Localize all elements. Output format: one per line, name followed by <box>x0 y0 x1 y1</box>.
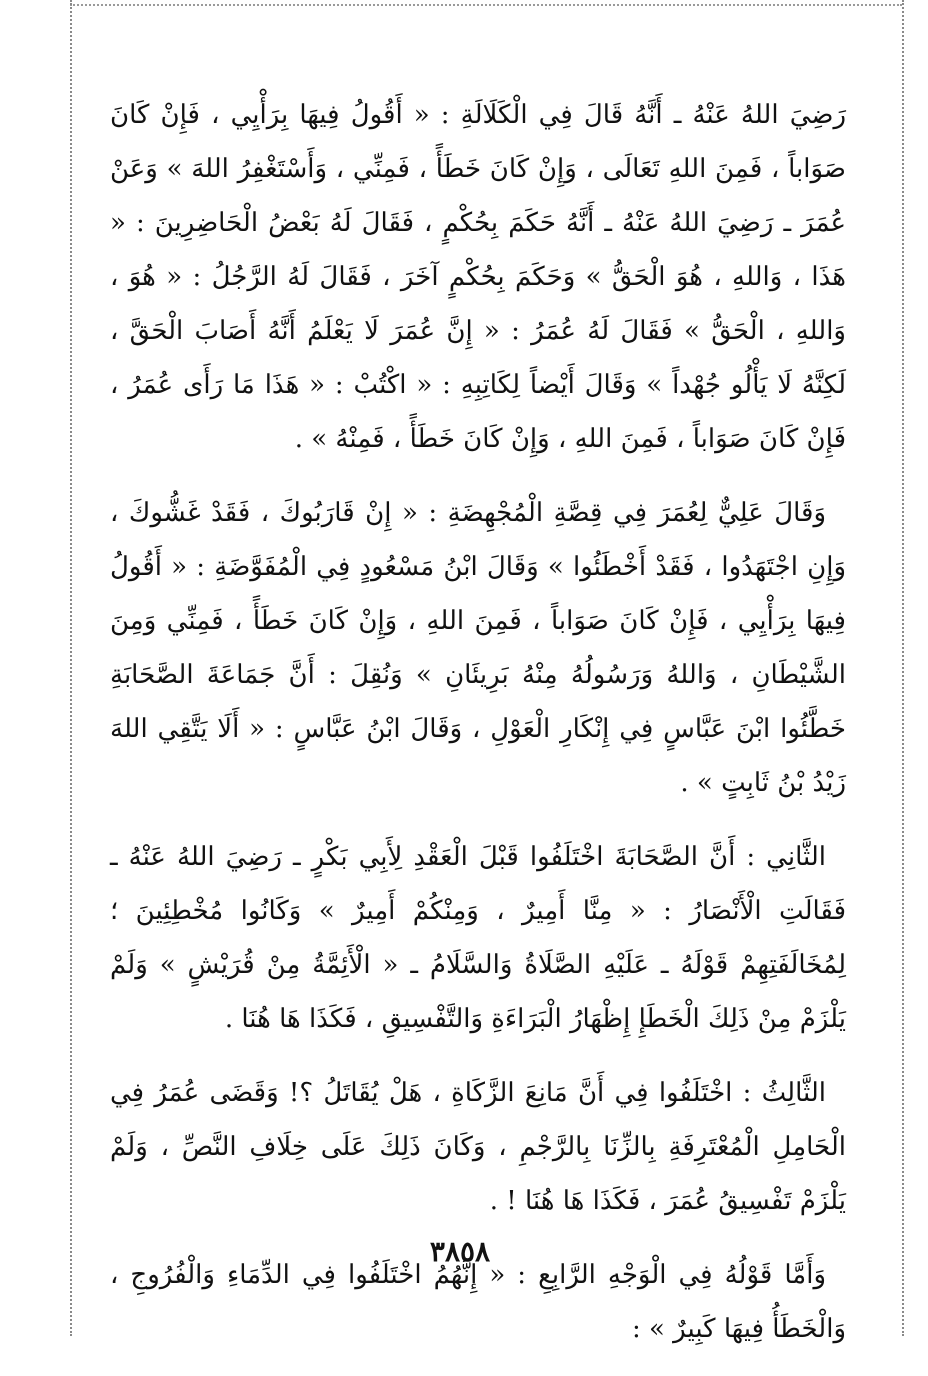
paragraph-5: وَأَمَّا قَوْلُهُ فِي الْوَجْهِ الرَّابِعِ : « إِنَّهُمُ اخْتَلَفُوا فِي الدِّمَاءِ وَالْفُرُوجِ ، وَالْخَطَأُ فِيهَا كَبِيرٌ » : <box>110 1260 846 1344</box>
page-number: ٣٨٥٨ <box>429 1235 491 1268</box>
paragraph-2: وَقَالَ عَلِيٌّ لِعُمَرَ فِي قِصَّةِ الْمُجْهِضَةِ : « إِنْ قَارَبُوكَ ، فَقَدْ غَشُّوكَ ، وَإِنِ اجْتَهَدُوا ، فَقَدْ أَخْطَئُوا » وَقَالَ ابْنُ مَسْعُودٍ فِي الْمُفَوَّضَةِ : « أَقُولُ فِيهَا بِرَأْيِي ، فَإِنْ كَانَ صَوَاباً ، فَمِنَ اللهِ ، وَإِنْ كَانَ خَطَأً ، فَمِنِّي وَمِنَ الشَّيْطَانِ ، وَاللهُ وَرَسُولُهُ مِنْهُ بَرِيئَانِ » وَنُقِلَ : أَنَّ جَمَاعَةَ الصَّحَابَةِ خَطَّئُوا ابْنَ عَبَّاسٍ فِي إِنْكَارِ الْعَوْلِ ، وَقَالَ ابْنُ عَبَّاسٍ : « أَلَا يَتَّقِي اللهَ زَيْدُ بْنُ ثَابِتٍ » . <box>110 498 846 798</box>
right-scan-edge <box>902 0 904 1336</box>
paragraph-3: الثَّانِي : أَنَّ الصَّحَابَةَ اخْتَلَفُوا قَبْلَ الْعَقْدِ لِأَبِي بَكْرٍ ـ رَضِيَ اللهُ عَنْهُ ـ فَقَالَتِ الْأَنْصَارُ : « مِنَّا أَمِيرٌ ، وَمِنْكُمْ أَمِيرٌ » وَكَانُوا مُخْطِئِينَ ؛ لِمُخَالَفَتِهِمْ قَوْلَهُ ـ عَلَيْهِ الصَّلَاةُ وَالسَّلَامُ ـ « الْأَئِمَّةُ مِنْ قُرَيْشٍ » وَلَمْ يَلْزَمْ مِنْ ذَلِكَ الْخَطَإِ إِظْهَارُ الْبَرَاءَةِ وَالتَّفْسِيقِ ، فَكَذَا هَا هُنَا . <box>110 842 846 1034</box>
paragraph-1: رَضِيَ اللهُ عَنْهُ ـ أَنَّهُ قَالَ فِي الْكَلَالَةِ : « أَقُولُ فِيهَا بِرَأْيِي ، فَإِنْ كَانَ صَوَاباً ، فَمِنَ اللهِ تَعَالَى ، وَإِنْ كَانَ خَطَأً ، فَمِنِّي ، وَأَسْتَغْفِرُ اللهَ » وَعَنْ عُمَرَ ـ رَضِيَ اللهُ عَنْهُ ـ أَنَّهُ حَكَمَ بِحُكْمٍ ، فَقَالَ لَهُ بَعْضُ الْحَاضِرِينَ : « هَذَا ، وَاللهِ ، هُوَ الْحَقُّ » وَحَكَمَ بِحُكْمٍ آخَرَ ، فَقَالَ لَهُ الرَّجُلُ : « هُوَ ، وَاللهِ ، الْحَقُّ » فَقَالَ لَهُ عُمَرُ : « إِنَّ عُمَرَ لَا يَعْلَمُ أَنَّهُ أَصَابَ الْحَقَّ ، لَكِنَّهُ لَا يَأْلُو جُهْداً » وَقَالَ أَيْضاً لِكَاتِبِهِ : « اكْتُبْ : « هَذَا مَا رَأَى عُمَرُ ، فَإِنْ كَانَ صَوَاباً ، فَمِنَ اللهِ ، وَإِنْ كَانَ خَطَأً ، فَمِنْهُ » . <box>110 100 846 454</box>
paragraph-4: الثَّالِثُ : اخْتَلَفُوا فِي أَنَّ مَانِعَ الزَّكَاةِ ، هَلْ يُقَاتَلُ ؟! وَقَضَى عُمَرُ فِي الْحَامِلِ الْمُعْتَرِفَةِ بِالزِّنَا بِالرَّجْمِ ، وَكَانَ ذَلِكَ عَلَى خِلَافِ النَّصِّ ، وَلَمْ يَلْزَمْ تَفْسِيقُ عُمَرَ ، فَكَذَا هَا هُنَا ! . <box>110 1078 846 1216</box>
body-text <box>110 88 846 1376</box>
left-scan-edge <box>70 0 72 1336</box>
top-scan-edge <box>70 4 902 6</box>
